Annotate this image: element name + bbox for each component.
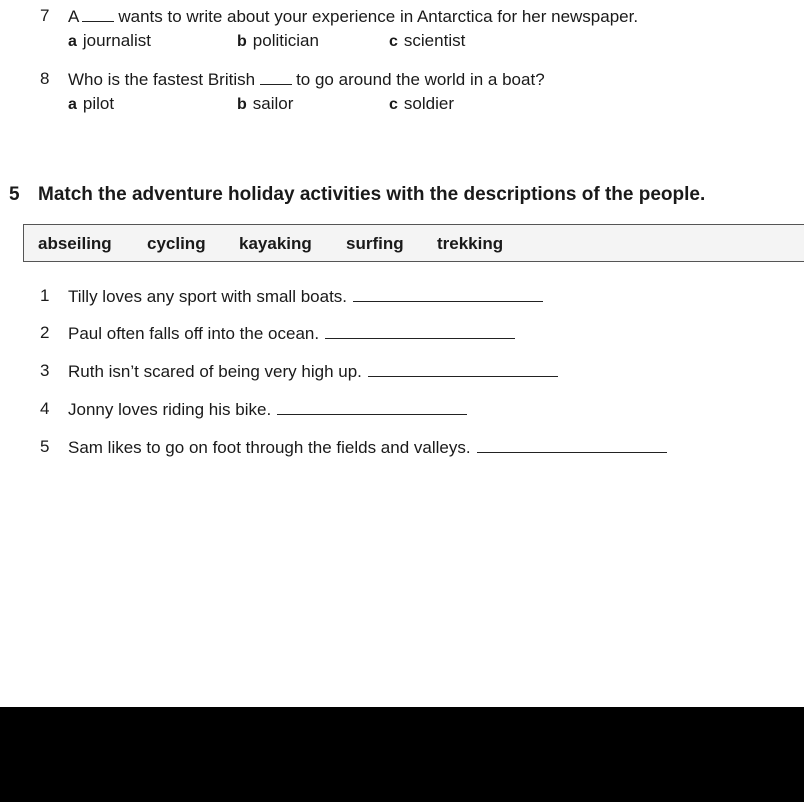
question-text-before: Who is the fastest British: [68, 70, 256, 89]
question-text-after: wants to write about your experience in Antarctica for her newspaper.: [118, 7, 639, 26]
task-number: 5: [9, 184, 20, 205]
word-surfing: surfing: [346, 234, 404, 253]
answer-blank[interactable]: [82, 6, 114, 22]
item-text: [68, 361, 558, 382]
word-kayaking: kayaking: [239, 234, 312, 253]
item-text: [68, 323, 515, 344]
option-text: politician: [252, 31, 319, 50]
question-text: [68, 6, 638, 27]
item-text: [68, 286, 543, 307]
option-b[interactable]: [237, 31, 319, 51]
question-text: [68, 69, 545, 90]
answer-blank[interactable]: [353, 286, 543, 302]
word-cycling: cycling: [147, 234, 206, 253]
item-number: 1: [40, 286, 50, 305]
question-number: 7: [40, 6, 50, 25]
option-letter: a: [68, 33, 77, 50]
option-letter: a: [68, 96, 77, 113]
item-sentence: Ruth isn’t scared of being very high up.: [68, 362, 362, 381]
item-text: [68, 399, 467, 420]
item-sentence: Sam likes to go on foot through the fields and valleys.: [68, 438, 471, 457]
option-a[interactable]: [68, 94, 114, 114]
answer-blank[interactable]: [368, 361, 558, 377]
item-sentence: Paul often falls off into the ocean.: [68, 324, 320, 343]
word-trekking: trekking: [437, 234, 504, 253]
option-text: scientist: [403, 31, 466, 50]
question-text-after: to go around the world in a boat?: [296, 70, 545, 89]
answer-blank[interactable]: [325, 323, 515, 339]
item-sentence: Tilly loves any sport with small boats.: [68, 287, 348, 306]
option-text: sailor: [252, 94, 294, 113]
bottom-black-bar: [0, 707, 804, 802]
question-text-before: A: [68, 7, 80, 26]
option-a[interactable]: [68, 31, 151, 51]
answer-blank[interactable]: [477, 437, 667, 453]
item-number: 5: [40, 437, 50, 456]
option-letter: c: [389, 96, 398, 113]
word-abseiling: abseiling: [38, 234, 112, 253]
item-number: 4: [40, 399, 50, 418]
option-letter: b: [237, 96, 247, 113]
option-text: journalist: [82, 31, 151, 50]
option-b[interactable]: [237, 94, 293, 114]
item-number: 2: [40, 323, 50, 342]
option-c[interactable]: [389, 31, 465, 51]
option-text: soldier: [403, 94, 454, 113]
option-letter: c: [389, 33, 398, 50]
answer-blank[interactable]: [260, 69, 292, 85]
option-text: pilot: [82, 94, 115, 113]
question-number: 8: [40, 69, 50, 88]
task-title: Match the adventure holiday activities with the descriptions of the people.: [38, 184, 706, 205]
option-c[interactable]: [389, 94, 454, 114]
answer-blank[interactable]: [277, 399, 467, 415]
item-sentence: Jonny loves riding his bike.: [68, 400, 272, 419]
option-letter: b: [237, 33, 247, 50]
item-number: 3: [40, 361, 50, 380]
item-text: [68, 437, 667, 458]
word-box: [23, 224, 804, 262]
